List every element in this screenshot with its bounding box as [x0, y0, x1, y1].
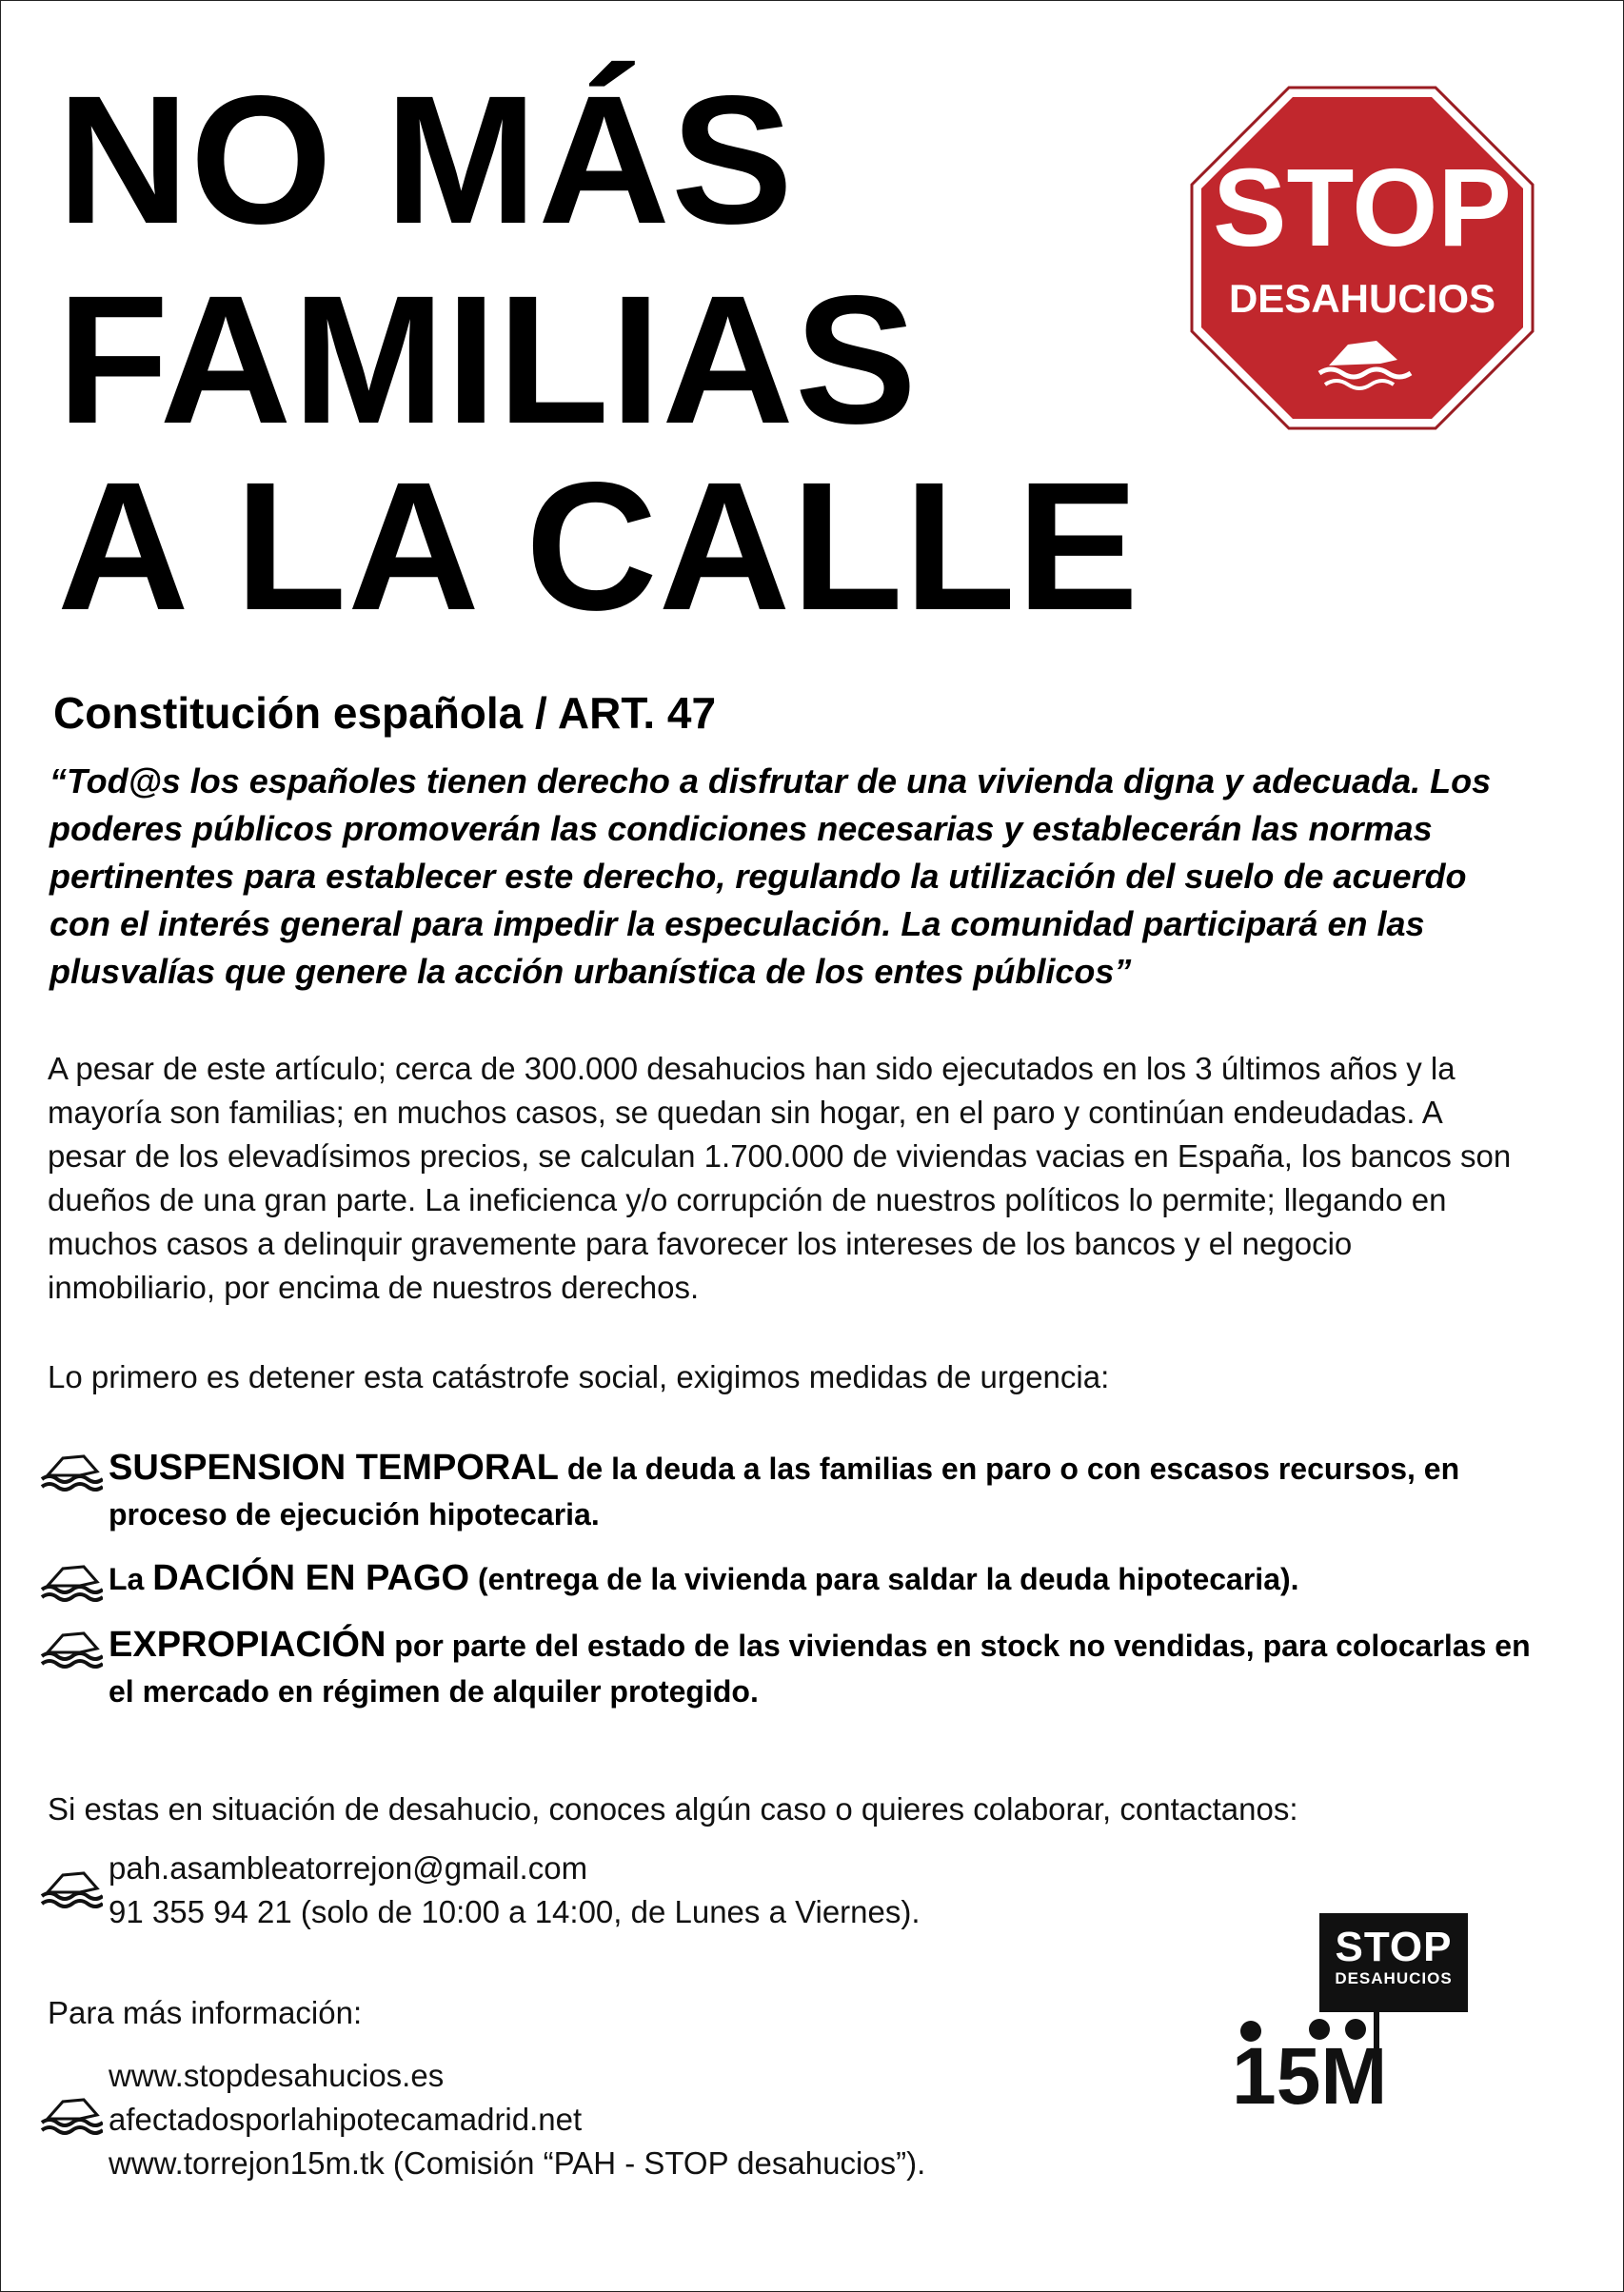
sinking-house-icon — [38, 1864, 103, 1909]
demand-lead: SUSPENSION TEMPORAL — [109, 1448, 559, 1488]
sinking-house-icon — [38, 1447, 103, 1492]
demand-text — [109, 1622, 1555, 1714]
stop-sign-word: STOP — [1213, 146, 1512, 269]
demand-pre: La — [109, 1562, 153, 1596]
body-paragraph-2: Lo primero es detener esta catástrofe social, exigimos medidas de urgencia: — [48, 1359, 1110, 1394]
info-link-torrejon15m[interactable]: www.torrejon15m.tk (Comisión “PAH - STOP desahucios”). — [109, 2145, 926, 2181]
headline-line-1: NO MÁS — [57, 57, 794, 262]
demand-rest: (entrega de la vivienda para saldar la deuda hipotecaria). — [469, 1562, 1299, 1596]
demand-lead: DACIÓN EN PAGO — [152, 1558, 470, 1598]
demand-text — [109, 1445, 1555, 1537]
sinking-house-icon — [38, 1557, 103, 1603]
body-paragraph-1: A pesar de este artículo; cerca de 300.000 desahucios han sido ejecutados en los 3 últimos años y la mayoría son familias; en muchos casos, se quedan sin hogar, en el paro y continúan endeudadas. A pesar de los elevadísimos precios, se calculan 1.700.000 de viviendas vacias en España, los bancos son dueños de una gran parte. La ineficienca y/o corrupción de nuestros políticos lo permite; llegando en muchos casos a delinquir gravemente para favorecer los intereses de los bancos y el negocio inmobiliario, por encima de nuestros derechos. — [48, 1051, 1512, 1305]
headline-line-3: A LA CALLE — [57, 444, 1139, 648]
sinking-house-icon — [38, 1624, 103, 1670]
stop-desahucios-sign — [1186, 82, 1538, 434]
info-link-afectados[interactable]: afectadosporlahipotecamadrid.net — [109, 2102, 583, 2137]
contact-phone: 91 355 94 21 (solo de 10:00 a 14:00, de Lunes a Viernes). — [109, 1894, 921, 1929]
article-quote: “Tod@s los españoles tienen derecho a disfrutar de una vivienda digna y adecuada. Los poderes públicos promoverán las condiciones necesarias y establecerán las normas pertinentes para establecer este derecho, regulando la utilización del suelo de acuerdo con el interés general para impedir la especulación. La comunidad participará en las plusvalías que genere la acción urbanística de los entes públicos” — [50, 761, 1492, 991]
contact-email[interactable]: pah.asambleatorrejon@gmail.com — [109, 1850, 588, 1886]
logo-desahucios-word: DESAHUCIOS — [1335, 1969, 1453, 1987]
logo-15m-stop-desahucios — [1224, 1913, 1472, 2123]
info-link-stopdesahucios[interactable]: www.stopdesahucios.es — [109, 2058, 445, 2093]
sinking-house-icon — [38, 2090, 103, 2136]
contact-intro: Si estas en situación de desahucio, conoces algún caso o quieres colaborar, contactanos: — [48, 1791, 1298, 1827]
headline-line-2: FAMILIAS — [57, 257, 918, 462]
logo-15m-mark: 15M — [1232, 2031, 1388, 2121]
logo-15m-figures — [1224, 1913, 1472, 2123]
desahucios-sign-word: DESAHUCIOS — [1228, 276, 1496, 321]
article-title: Constitución española / ART. 47 — [53, 688, 717, 738]
demand-rest: por parte del estado de las viviendas en stock no vendidas, para colocarlas en el mercado en régimen de alquiler protegido. — [109, 1629, 1531, 1709]
demand-lead: EXPROPIACIÓN — [109, 1625, 386, 1665]
info-intro: Para más información: — [48, 1995, 363, 2030]
demand-text — [109, 1555, 1555, 1602]
demand-rest: de la deuda a las familias en paro o con escasos recursos, en proceso de ejecución hipotecaria. — [109, 1452, 1460, 1531]
logo-stop-word: STOP — [1335, 1924, 1453, 1970]
